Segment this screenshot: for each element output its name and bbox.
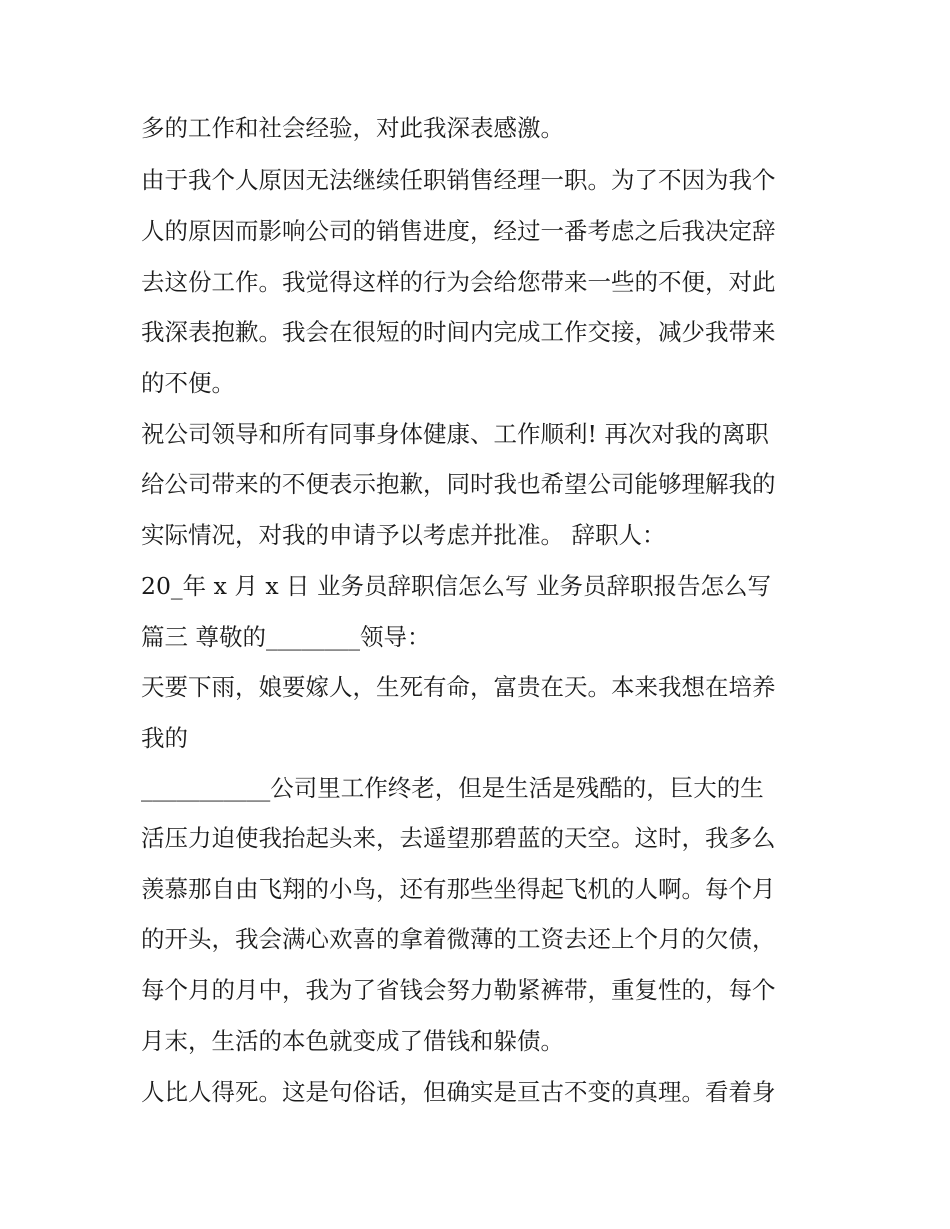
text-line: 实际情况，对我的申请予以考虑并批准。 辞职人：: [141, 521, 666, 549]
text-line: 每个月的月中，我为了省钱会努力勒紧裤带，重复性的，每个: [141, 976, 776, 1004]
text-line: 给公司带来的不便表示抱歉，同时我也希望公司能够理解我的: [141, 470, 776, 498]
text-line: 天要下雨，娘要嫁人，生死有命，富贵在天。本来我想在培养: [141, 673, 776, 701]
text-line: 月末，生活的本色就变成了借钱和躲债。: [141, 1027, 564, 1055]
text-line: 的开头，我会满心欢喜的拿着微薄的工资去还上个月的欠债，: [141, 925, 776, 953]
text-line: ___________公司里工作终老，但是生活是残酷的，巨大的生: [141, 774, 764, 802]
text-line: 祝公司领导和所有同事身体健康、工作顺利! 再次对我的离职: [141, 420, 769, 448]
text-line: 20_年 x 月 x 日 业务员辞职信怎么写 业务员辞职报告怎么写: [141, 572, 771, 600]
text-line: 活压力迫使我抬起头来，去遥望那碧蓝的天空。这时，我多么: [141, 824, 776, 852]
text-line: 由于我个人原因无法继续任职销售经理一职。为了不因为我个: [141, 166, 776, 194]
text-line: 人比人得死。这是句俗话，但确实是亘古不变的真理。看着身: [141, 1078, 776, 1106]
text-line: 去这份工作。我觉得这样的行为会给您带来一些的不便，对此: [141, 268, 776, 296]
text-line: 羡慕那自由飞翔的小鸟，还有那些坐得起飞机的人啊。每个月: [141, 875, 776, 903]
text-line: 的不便。: [141, 369, 235, 397]
text-line: 我深表抱歉。我会在很短的时间内完成工作交接，减少我带来: [141, 318, 776, 346]
text-line: 我的: [141, 724, 188, 752]
text-line: 多的工作和社会经验，对此我深表感激。: [141, 114, 564, 142]
text-line: 篇三 尊敬的________领导：: [141, 623, 431, 651]
text-line: 人的原因而影响公司的销售进度，经过一番考虑之后我决定辞: [141, 217, 776, 245]
